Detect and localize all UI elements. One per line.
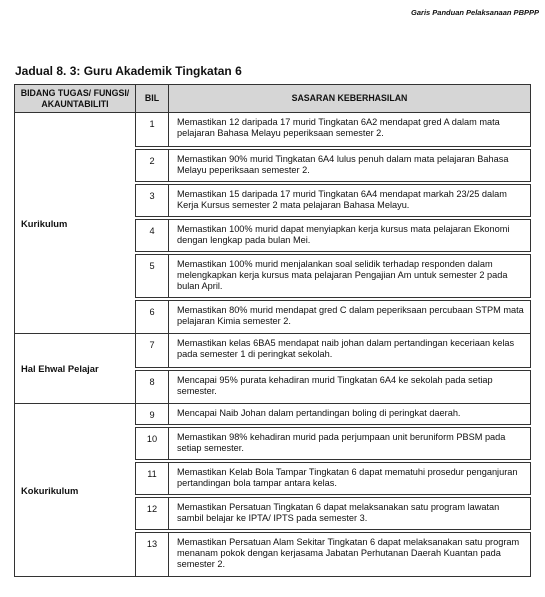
header-bidang: BIDANG TUGAS/ FUNGSI/ AKAUNTABILITI bbox=[15, 85, 136, 113]
table-row bbox=[15, 334, 531, 369]
target-cell: Mencapai 95% purata kehadiran murid Tingkatan 6A4 ke sekolah pada setiap semester. bbox=[169, 369, 531, 404]
target-cell: Memastikan 90% murid Tingkatan 6A4 lulus penuh dalam mata pelajaran Bahasa Melayu peperiksaan semester 2. bbox=[169, 148, 531, 183]
bil-cell: 13 bbox=[136, 531, 169, 577]
bil-cell: 9 bbox=[136, 404, 169, 426]
table-row bbox=[15, 113, 531, 148]
target-cell: Memastikan Persatuan Alam Sekitar Tingkatan 6 dapat melaksanakan satu program menanam pokok dengan kerjasama Jabatan Perhutanan Daerah Kuantan pada semester 2. bbox=[169, 531, 531, 577]
bil-cell: 5 bbox=[136, 253, 169, 299]
table-row bbox=[15, 404, 531, 426]
bil-cell: 12 bbox=[136, 496, 169, 531]
header-bil: BIL bbox=[136, 85, 169, 113]
header-note: Garis Panduan Pelaksanaan PBPPP bbox=[411, 8, 539, 17]
table-title: Jadual 8. 3: Guru Akademik Tingkatan 6 bbox=[15, 64, 242, 78]
bil-cell: 7 bbox=[136, 334, 169, 369]
target-cell: Memastikan kelas 6BA5 mendapat naib johan dalam pertandingan keceriaan kelas pada semester 1 di peringkat sekolah. bbox=[169, 334, 531, 369]
category-cell: Hal Ehwal Pelajar bbox=[15, 334, 136, 404]
target-cell: Memastikan Kelab Bola Tampar Tingkatan 6 dapat mematuhi prosedur penganjuran pertandingan bola tampar antara kelas. bbox=[169, 461, 531, 496]
targets-table bbox=[14, 84, 531, 577]
target-cell: Memastikan 15 daripada 17 murid Tingkatan 6A4 mendapat markah 23/25 dalam Kerja Kursus semester 2 mata pelajaran Bahasa Melayu. bbox=[169, 183, 531, 218]
bil-cell: 11 bbox=[136, 461, 169, 496]
bil-cell: 3 bbox=[136, 183, 169, 218]
bil-cell: 2 bbox=[136, 148, 169, 183]
bil-cell: 4 bbox=[136, 218, 169, 253]
bil-cell: 1 bbox=[136, 113, 169, 148]
category-cell: Kurikulum bbox=[15, 113, 136, 334]
target-cell: Memastikan 100% murid dapat menyiapkan kerja kursus mata pelajaran Ekonomi dengan lengkap pada bulan Mei. bbox=[169, 218, 531, 253]
category-cell: Kokurikulum bbox=[15, 404, 136, 577]
table-header-row bbox=[15, 85, 531, 113]
target-cell: Memastikan 100% murid menjalankan soal selidik terhadap responden dalam melengkapkan kerja kursus mata pelajaran Pengajian Am untuk semester 2 pada bulan April. bbox=[169, 253, 531, 299]
header-sasaran: SASARAN KEBERHASILAN bbox=[169, 85, 531, 113]
target-cell: Memastikan 12 daripada 17 murid Tingkatan 6A2 mendapat gred A dalam mata pelajaran Bahasa Melayu peperiksaan semester 2. bbox=[169, 113, 531, 148]
target-cell: Memastikan 98% kehadiran murid pada perjumpaan unit beruniform PBSM pada setiap semester. bbox=[169, 426, 531, 461]
target-cell: Memastikan Persatuan Tingkatan 6 dapat melaksanakan satu program lawatan sambil belajar ke IPTA/ IPTS pada semester 3. bbox=[169, 496, 531, 531]
bil-cell: 8 bbox=[136, 369, 169, 404]
bil-cell: 10 bbox=[136, 426, 169, 461]
target-cell: Memastikan 80% murid mendapat gred C dalam peperiksaan percubaan STPM mata pelajaran Kimia semester 2. bbox=[169, 299, 531, 334]
target-cell: Mencapai Naib Johan dalam pertandingan boling di peringkat daerah. bbox=[169, 404, 531, 426]
bil-cell: 6 bbox=[136, 299, 169, 334]
